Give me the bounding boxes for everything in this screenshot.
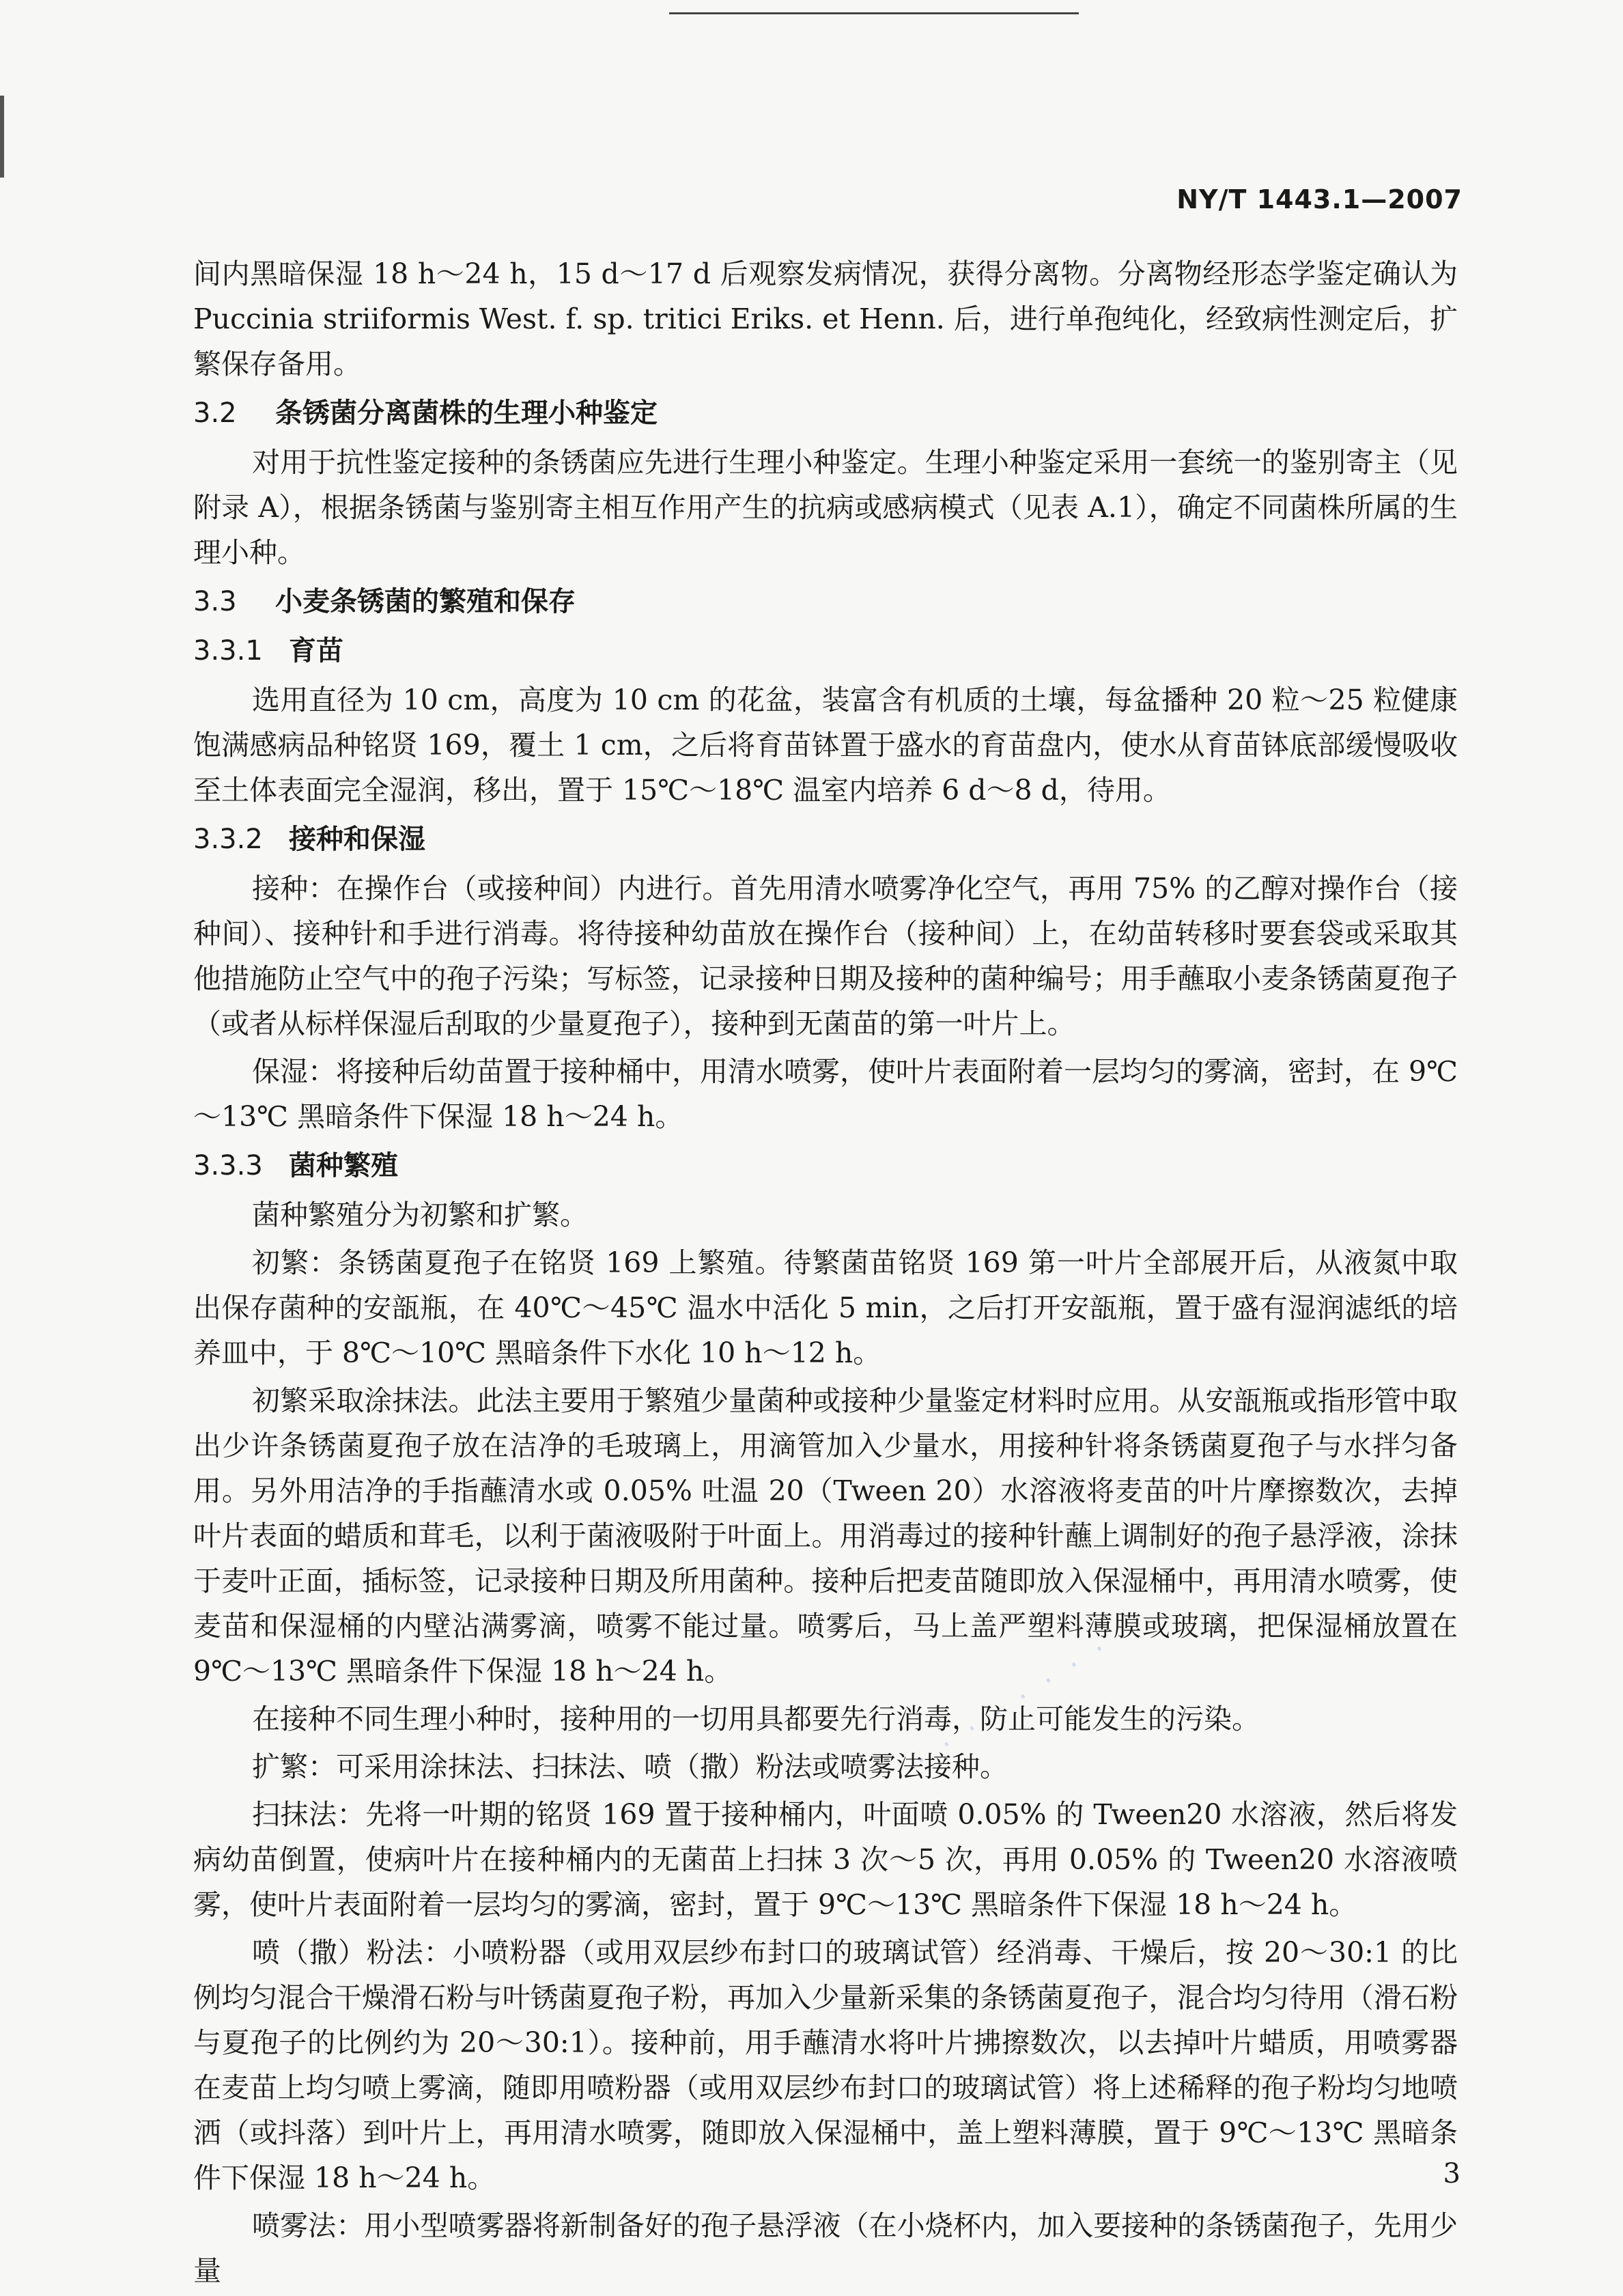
section-number: 3.3 (193, 586, 237, 617)
section-title: 条锈菌分离菌株的生理小种鉴定 (275, 397, 658, 429)
expansion-paragraph: 扩繁：可采用涂抹法、扫抹法、喷（撒）粉法或喷雾法接种。 (252, 1750, 1008, 1783)
powder-method-paragraph: 喷（撒）粉法：小喷粉器（或用双层纱布封口的玻璃试管）经消毒、干燥后，按 20～30:1 的比例均匀混合干燥滑石粉与叶锈菌夏孢子粉，再加入少量新采集的条锈菌夏孢子，混合均匀待用（滑石粉与夏孢子的比例约为 20～30:1）。接种前，用手蘸清水将叶片拂擦数次，以去掉叶片蜡质，用喷雾器在麦苗上均匀喷上雾滴，随即用喷粉器（或用双层纱布封口的玻璃试管）将上述稀释的孢子粉均匀地喷洒（或抖落）到叶片上，再用清水喷雾，随即放入保湿桶中，盖上塑料薄膜，置于 9℃～13℃ 黑暗条件下保湿 18 h～24 h。 (193, 1936, 1458, 2194)
section-3-2-paragraph: 对用于抗性鉴定接种的条锈菌应先进行生理小种鉴定。生理小种鉴定采用一套统一的鉴别寄主（见附录 A），根据条锈菌与鉴别寄主相互作用产生的抗病或感病模式（见表 A.1），确定不同菌株所属的生理小种。 (193, 446, 1458, 569)
section-number: 3.3.1 (193, 635, 263, 667)
intro-paragraph: 间内黑暗保湿 18 h～24 h，15 d～17 d 后观察发病情况，获得分离物。分离物经形态学鉴定确认为 Puccinia striiformis West. f. sp. tritici Eriks. et Henn. 后，进行单孢纯化，经致病性测定后，扩繁保存备用。 (193, 257, 1458, 380)
section-title: 育苗 (289, 635, 343, 667)
inoculation-paragraph: 接种：在操作台（或接种间）内进行。首先用清水喷雾净化空气，再用 75% 的乙醇对操作台（接种间）、接种针和手进行消毒。将待接种幼苗放在操作台（接种间）上，在幼苗转移时要套袋或采取其他措施防止空气中的孢子污染；写标签，记录接种日期及接种的菌种编号；用手蘸取小麦条锈菌夏孢子（或者从标样保湿后刮取的少量夏孢子），接种到无菌苗的第一叶片上。 (193, 872, 1458, 1040)
standard-code-header: NY/T 1443.1—2007 (1176, 184, 1463, 214)
section-3-3-2-heading (193, 817, 1458, 862)
section-3-3-heading (193, 579, 1458, 624)
section-number: 3.3.3 (193, 1150, 263, 1181)
section-3-3-1-paragraph: 选用直径为 10 cm，高度为 10 cm 的花盆，装富含有机质的土壤，每盆播种 20 粒～25 粒健康饱满感病品种铭贤 169，覆土 1 cm，之后将育苗钵置于盛水的育苗盘内，使水从育苗钵底部缓慢吸收至土体表面完全湿润，移出，置于 15℃～18℃ 温室内培养 6 d～8 d，待用。 (193, 684, 1458, 807)
section-3-3-1-heading (193, 628, 1458, 673)
watermark: · · · · · · · · (908, 1629, 1118, 1778)
section-number: 3.3.2 (193, 824, 263, 855)
page-number: 3 (1443, 2158, 1460, 2189)
section-title: 接种和保湿 (289, 824, 425, 855)
moisture-paragraph: 保湿：将接种后幼苗置于接种桶中，用清水喷雾，使叶片表面附着一层均匀的雾滴，密封，在 9℃～13℃ 黑暗条件下保湿 18 h～24 h。 (193, 1055, 1458, 1133)
smear-method-paragraph: 初繁采取涂抹法。此法主要用于繁殖少量菌种或接种少量鉴定材料时应用。从安瓿瓶或指形管中取出少许条锈菌夏孢子放在洁净的毛玻璃上，用滴管加入少量水，用接种针将条锈菌夏孢子与水拌匀备用。另外用洁净的手指蘸清水或 0.05% 吐温 20（Tween 20）水溶液将麦苗的叶片摩擦数次，去掉叶片表面的蜡质和茸毛，以利于菌液吸附于叶面上。用消毒过的接种针蘸上调制好的孢子悬浮液，涂抹于麦叶正面，插标签，记录接种日期及所用菌种。接种后把麦苗随即放入保湿桶中，再用清水喷雾，使麦苗和保湿桶的内壁沾满雾滴，喷雾不能过量。喷雾后，马上盖严塑料薄膜或玻璃，把保湿桶放置在 9℃～13℃ 黑暗条件下保湿 18 h～24 h。 (193, 1384, 1458, 1688)
top-rule (669, 12, 1079, 14)
section-3-2-heading (193, 391, 1458, 436)
spray-method-paragraph: 喷雾法：用小型喷雾器将新制备好的孢子悬浮液（在小烧杯内，加入要接种的条锈菌孢子，先用少量 (193, 2209, 1458, 2287)
propagation-intro-paragraph: 菌种繁殖分为初繁和扩繁。 (252, 1199, 588, 1231)
section-title: 菌种繁殖 (289, 1150, 398, 1181)
initial-propagation-paragraph: 初繁：条锈菌夏孢子在铭贤 169 上繁殖。待繁菌苗铭贤 169 第一叶片全部展开后，从液氮中取出保存菌种的安瓿瓶，在 40℃～45℃ 温水中活化 5 min，之后打开安瓿瓶，置于盛有湿润滤纸的培养皿中，于 8℃～10℃ 黑暗条件下水化 10 h～12 h。 (193, 1246, 1458, 1369)
main-content (193, 251, 1458, 2296)
section-number: 3.2 (193, 397, 237, 429)
sweep-method-paragraph: 扫抹法：先将一叶期的铭贤 169 置于接种桶内，叶面喷 0.05% 的 Tween20 水溶液，然后将发病幼苗倒置，使病叶片在接种桶内的无菌苗上扫抹 3 次～5 次，再用 0.05% 的 Tween20 水溶液喷雾，使叶片表面附着一层均匀的雾滴，密封，置于 9℃～13℃ 黑暗条件下保湿 18 h～24 h。 (193, 1798, 1458, 1921)
disinfection-paragraph: 在接种不同生理小种时，接种用的一切用具都要先行消毒，防止可能发生的污染。 (252, 1703, 1260, 1735)
section-title: 小麦条锈菌的繁殖和保存 (275, 586, 576, 617)
scan-edge-mark (0, 96, 4, 178)
section-3-3-3-heading (193, 1143, 1458, 1188)
